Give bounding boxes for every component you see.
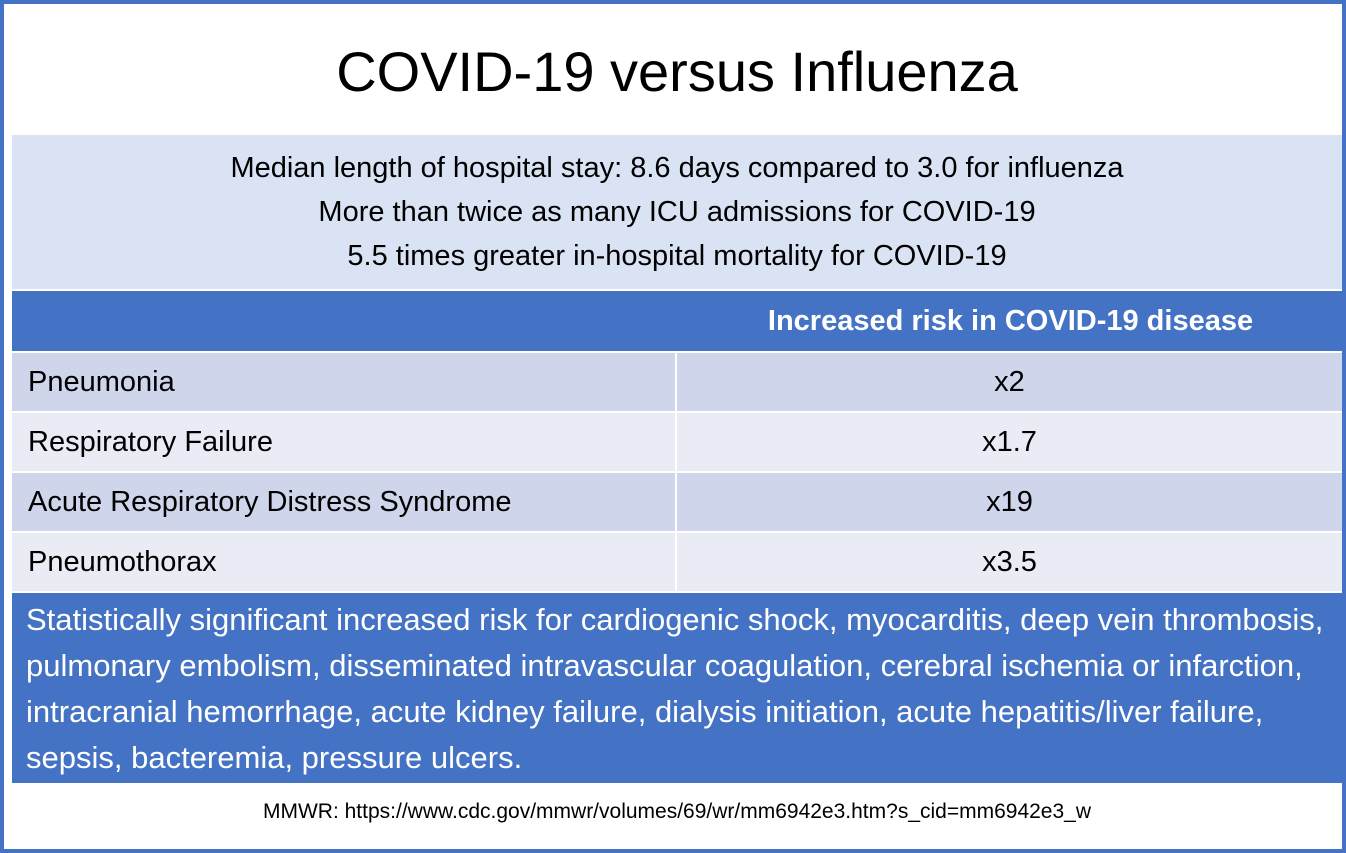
condition-cell: Pneumonia (12, 353, 677, 411)
condition-cell: Respiratory Failure (12, 413, 677, 471)
citation: MMWR: https://www.cdc.gov/mmwr/volumes/69/wr/mm6942e3.htm?s_cid=mm6942e3_w (262, 800, 1092, 823)
table-row (12, 351, 1342, 411)
table-row (12, 411, 1342, 471)
condition-cell: Acute Respiratory Distress Syndrome (12, 473, 677, 531)
summary-box (12, 135, 1342, 289)
table-header-empty-cell (12, 291, 679, 351)
table-header-risk: Increased risk in COVID-19 disease (767, 304, 1254, 337)
table-row (12, 471, 1342, 531)
risk-cell: x1.7 (982, 425, 1037, 458)
summary-line: Median length of hospital stay: 8.6 days compared to 3.0 for influenza (230, 152, 1124, 184)
summary-line: More than twice as many ICU admissions for COVID-19 (318, 196, 1036, 228)
table-header (12, 289, 1342, 351)
summary-line: 5.5 times greater in-hospital mortality for COVID-19 (347, 240, 1007, 272)
slide-title: COVID-19 versus Influenza (336, 39, 1018, 103)
table-row (12, 531, 1342, 591)
risk-cell: x2 (994, 365, 1025, 398)
additional-risks-note: Statistically significant increased risk for cardiogenic shock, myocarditis, deep vein thrombosis, pulmonary embolism, disseminated intravascular coagulation, cerebral ischemia or infarction, intracranial hemorrhage, acute kidney failure, dialysis initiation, acute hepatitis/liver failure, sepsis, bacteremia, pressure ulcers. (12, 591, 1342, 783)
risk-cell: x3.5 (982, 545, 1037, 578)
slide-content (12, 7, 1342, 841)
risk-cell: x19 (986, 485, 1033, 518)
condition-cell: Pneumothorax (12, 533, 677, 591)
